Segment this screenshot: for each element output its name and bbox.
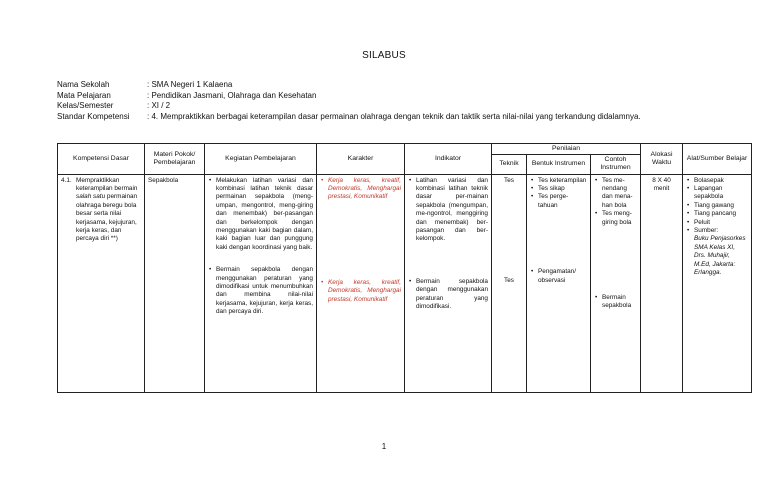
list-item: • Kerja keras, kreatif, Demokratis, Menghargai prestasi, Komunikatif	[320, 279, 401, 304]
kompetensi-number: 4.1.	[61, 176, 72, 184]
meta-key: Standar Kompetensi	[57, 111, 130, 121]
meta-row-school	[57, 80, 641, 91]
list-item: • Bermain sepakbola dengan menggunakan peraturan yang dimodifikasi untuk menumbuhkan dan membina nilai-nilai kerjasama, kejujuran, kerja keras, dan percaya diri.	[208, 266, 313, 316]
list-item: • Tes sikap	[530, 185, 587, 193]
kompetensi-text-italic: salah satu	[76, 193, 106, 201]
list-item: • Tes keterampilan	[530, 177, 587, 185]
table-row	[58, 174, 752, 392]
cell-contoh	[591, 174, 641, 392]
cell-alat	[683, 174, 752, 392]
header-alokasi: Alokasi Waktu	[641, 144, 683, 175]
header-alat: Alat/Sumber Belajar	[683, 144, 752, 175]
cell-kompetensi	[58, 174, 145, 392]
source-reference: Buku Penjasorkes SMA Kelas XI, Drs. Muhajir, M.Ed, Jakarta: Erlangga.	[694, 235, 746, 277]
list-item: • Bermain sepakbola dengan menggunakan peraturan yang dimodifikasi.	[408, 278, 488, 312]
meta-key: Nama Sekolah	[57, 80, 110, 89]
header-teknik: Teknik	[492, 155, 527, 174]
meta-value: : XI / 2	[147, 101, 171, 110]
list-item: • Tiang gawang	[686, 202, 748, 210]
meta-key: Mata Pelajaran	[57, 90, 111, 100]
list-item: • Tes perge-tahuan	[530, 193, 587, 210]
header-indikator: Indikator	[405, 144, 492, 175]
list-item: • Pengamatan/ observasi	[530, 268, 587, 285]
list-item: • Lapangan sepakbola	[686, 185, 748, 202]
list-item: • Tes meng-giring bola	[594, 210, 637, 227]
header-kegiatan: Kegiatan Pembelajaran	[205, 144, 317, 175]
meta-row-subject	[57, 91, 641, 102]
kompetensi-text	[76, 177, 141, 244]
kompetensi-text-b: permainan olahraga beregu bola besar serta nilai kerjasama, kejujuran, kerja keras, dan percaya diri **)	[76, 193, 138, 243]
list-item: • Tiang pancang	[686, 210, 748, 218]
list-item: • Bermain sepakbola	[594, 294, 637, 311]
header-penilaian: Penilaian	[492, 144, 641, 155]
cell-kegiatan	[205, 174, 317, 392]
list-item: • Bolasepak	[686, 177, 748, 185]
list-item: • Tes me-nendang dan mena-han bola	[594, 177, 637, 211]
header-bentuk: Bentuk Instrumen	[527, 155, 591, 174]
meta-key: Kelas/Semester	[57, 101, 114, 110]
cell-indikator	[405, 174, 492, 392]
kompetensi-text-a: Mempraktikkan keterampilan bermain	[76, 176, 138, 193]
syllabus-meta	[57, 80, 641, 122]
list-item: • Kerja keras, kreatif, Demokratis, Menghargai prestasi, Komunikatif	[320, 177, 401, 202]
list-item: • Melakukan latihan variasi dan kombinasi latihan teknik dasar permainan sepakbola (meng-umpan, mengontrol, meng-giring dan menembak) ber-pasangan dan berkelompok dengan menggunakan kaki bagian dalam, kaki bagian luar dan punggung kaki dengan koordinasi yang baik.	[208, 177, 313, 253]
meta-value: : 4. Mempraktikkan berbagai keterampilan dasar permainan olahraga dengan teknik dan taktik serta nilai-nilai yang terkandung didalamnya.	[147, 111, 641, 121]
header-contoh: Contoh Instrumen	[591, 155, 641, 174]
teknik-value: Tes	[504, 176, 514, 184]
source-label: Sumber:	[694, 227, 719, 235]
header-materi: Materi Pokok/ Pembelajaran	[145, 144, 205, 175]
header-kompetensi: Kompetensi Dasar	[58, 144, 145, 175]
list-item	[686, 227, 748, 277]
cell-teknik	[492, 174, 527, 392]
page-number: 1	[381, 442, 387, 451]
document-title: SILABUS	[362, 50, 406, 61]
meta-value: : Pendidikan Jasmani, Olahraga dan Kesehatan	[147, 90, 317, 100]
cell-alokasi: 8 X 40 menit	[641, 174, 683, 392]
cell-bentuk	[527, 174, 591, 392]
meta-row-standard	[57, 112, 641, 123]
list-item: • Peluit	[686, 219, 748, 227]
teknik-value: Tes	[504, 277, 514, 285]
meta-value: : SMA Negeri 1 Kalaena	[147, 80, 233, 89]
syllabus-table	[57, 143, 752, 393]
cell-karakter	[317, 174, 405, 392]
cell-materi: Sepakbola	[145, 174, 205, 392]
list-item: • Latihan variasi dan kombinasi latihan teknik dasar per-mainan sepakbola (mengumpan, me-ngontrol, menggiring dan menembak) ber-pasangan dan ber-kelompok.	[408, 177, 488, 244]
meta-row-class	[57, 101, 641, 112]
header-karakter: Karakter	[317, 144, 405, 175]
